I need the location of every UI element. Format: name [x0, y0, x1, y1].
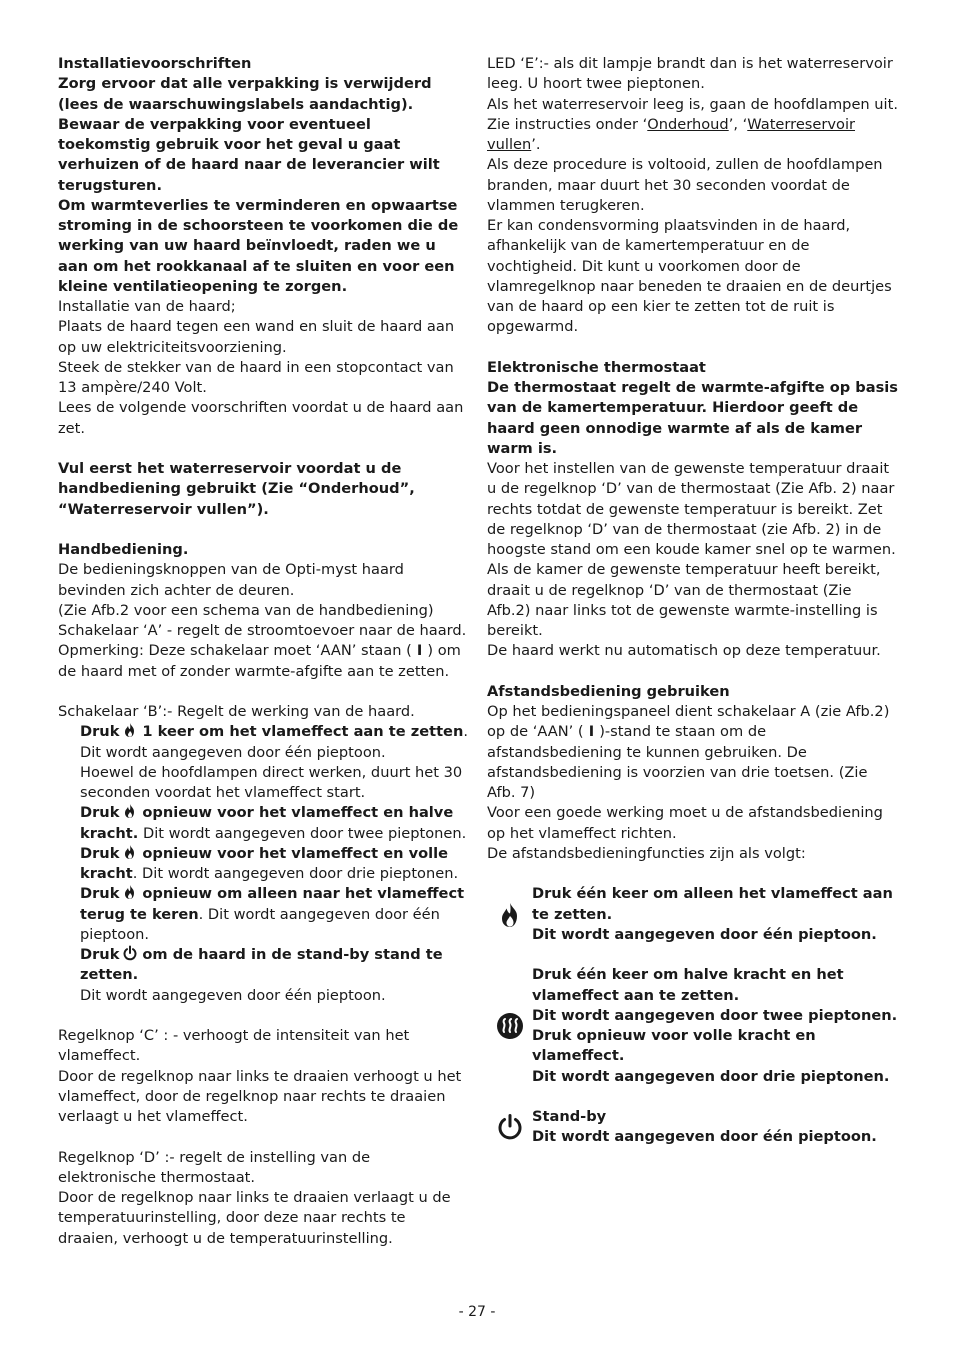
- install-p4: Lees de volgende voorschriften voordat u de haard aan zet.: [58, 399, 464, 437]
- page-number: - 27 -: [458, 1304, 496, 1320]
- flame-icon: [122, 803, 138, 819]
- flame-icon: [122, 722, 138, 738]
- thermo-title: Elektronische thermostaat: [487, 358, 706, 376]
- switch-b: Schakelaar ‘B’:- Regelt de werking van de haard.: [58, 703, 415, 720]
- power-icon: [122, 945, 138, 961]
- knob-d-p2: Door de regelknop naar links te draaien verlaagt u de temperatuurinstelling, door deze naar rechts te draaien, verhoogt u de temperatuurinstelling.: [58, 1189, 451, 1247]
- on-symbol: I: [411, 642, 428, 660]
- remote-flame-button: Druk één keer om alleen het vlameffect aan te zetten. Dit wordt aangegeven door één pieptoon.: [496, 884, 899, 945]
- link-waterreservoir: Waterreservoir vullen: [487, 115, 856, 153]
- install-p3: Steek de stekker van de haard in een stopcontact van 13 ampère/240 Volt.: [58, 358, 454, 396]
- link-onderhoud: Onderhoud: [647, 115, 729, 133]
- left-column: [58, 54, 468, 1249]
- remote-standby-button: Stand-by Dit wordt aangegeven door één pieptoon.: [496, 1107, 899, 1148]
- remote-p1: Op het bedieningspaneel dient schakelaar A (zie Afb.2) op de ‘AAN’ ( I )-stand te staan om de afstandsbediening te kunnen gebruiken. De afstandsbediening is voorzien van drie toetsen. (Zie Afb. 7): [487, 703, 890, 801]
- heat-icon: [496, 1012, 524, 1040]
- remote-p2: Voor een goede werking moet u de afstandsbediening op het vlameffect richten.: [487, 804, 883, 842]
- flame-icon: [122, 844, 138, 860]
- install-bold-3: Om warmteverlies te verminderen en opwaartse stroming in de schoorsteen te voorkomen die de werking van uw haard beïnvloedt, raden we u aan om het rookkanaal af te sluiten en voor een kleine ventilatieopening te zorgen.: [58, 196, 459, 295]
- led-p4: Er kan condensvorming plaatsvinden in de haard, afhankelijk van de kamertemperatuur en de vochtigheid. Dit kunt u voorkomen door de vlamregelknop naar beneden te draaien en de deurtjes van de haard op een kier te zetten tot de ruit is opgewarmd.: [487, 217, 892, 336]
- hand-p1: De bedieningsknoppen van de Opti-myst haard bevinden zich achter de deuren.: [58, 561, 404, 599]
- knob-c-p2: Door de regelknop naar links te draaien verhoogt u het vlameffect, door de regelknop naar rechts te draaien verlaagt u het vlameffect.: [58, 1067, 462, 1125]
- thermo-p1: Voor het instellen van de gewenste temperatuur draait u de regelknop ‘D’ van de thermostaat (Zie Afb. 2) naar rechts totdat de gewenste temperatuur is bereikt. Zet de regelknop ‘D’ van de thermostaat (zie Afb. 2) in de hoogste stand om een koude kamer snel op te warmen. Als de kamer de gewenste temperatuur heeft bereikt, draait u de regelknop ‘D’ van de thermostaat (Zie Afb.2) naar links tot de gewenste warmte-instelling is bereikt.: [487, 460, 896, 639]
- led-p2: Als het waterreservoir leeg is, gaan de hoofdlampen uit. Zie instructies onder ‘Onderhoud’, ‘Waterreservoir vullen’.: [487, 95, 898, 153]
- led-p1: LED ‘E’:- als dit lampje brandt dan is het waterreservoir leeg. U hoort twee pieptonen.: [487, 55, 893, 93]
- knob-d-p1: Regelknop ‘D’ :- regelt de instelling van de elektronische thermostaat.: [58, 1148, 371, 1186]
- remote-title: Afstandsbediening gebruiken: [487, 682, 730, 700]
- hand-p4: Opmerking: Deze schakelaar moet ‘AAN’ staan ( I ) om de haard met of zonder warmte-afgifte aan te zetten.: [58, 642, 461, 680]
- thermo-bold: De thermostaat regelt de warmte-afgifte op basis van de kamertemperatuur. Hierdoor geeft de haard geen onnodige warmte af als de kamer warm is.: [487, 379, 898, 457]
- install-p1: Installatie van de haard;: [58, 298, 236, 315]
- hand-p3: Schakelaar ‘A’ - regelt de stroomtoevoer naar de haard.: [58, 622, 467, 639]
- remote-heat-button: Druk één keer om halve kracht en het vlameffect aan te zetten. Dit wordt aangegeven door twee pieptonen. Druk opnieuw voor volle kracht en vlameffect. Dit wordt aangegeven door drie pieptonen.: [496, 965, 899, 1087]
- fill-first-note: Vul eerst het waterreservoir voordat u de handbediening gebruikt (Zie “Onderhoud”, “Waterreservoir vullen”).: [58, 460, 415, 518]
- install-title: Installatievoorschriften: [58, 55, 252, 72]
- hand-p2: (Zie Afb.2 voor een schema van de handbediening): [58, 601, 434, 619]
- install-bold-2: Bewaar de verpakking voor eventueel toekomstig gebruik voor het geval u gaat verhuizen of de haard naar de leverancier wilt terugsturen.: [58, 115, 440, 194]
- hand-title: Handbediening.: [58, 541, 189, 558]
- power-icon: [496, 1113, 524, 1141]
- right-column: [487, 54, 899, 1148]
- flame-icon: [496, 901, 524, 929]
- flame-icon: [122, 884, 138, 900]
- knob-c-p1: Regelknop ‘C’ : - verhoogt de intensiteit van het vlameffect.: [58, 1027, 410, 1065]
- switch-b-steps: Druk 1 keer om het vlameffect aan te zetten. Dit wordt aangegeven door één pieptoon. Hoewel de hoofdlampen direct werken, duurt het 30 seconden voordat het vlameffect start. Druk opnieuw voor het vlameffect en halve kracht. Dit wordt aangegeven door twee pieptonen. Druk opnieuw voor het vlameffect en volle kracht. Dit wordt aangegeven door drie pieptonen. Druk opnieuw om alleen naar het vlameffect terug te keren. Dit wordt aangegeven door één pieptoon. Druk om de haard in de stand-by stand te zetten. Dit wordt aangegeven door één pieptoon.: [80, 723, 468, 1004]
- install-bold-1: Zorg ervoor dat alle verpakking is verwijderd (lees de waarschuwingslabels aandachtig).: [58, 75, 432, 113]
- on-symbol: I: [583, 723, 600, 741]
- install-p2: Plaats de haard tegen een wand en sluit de haard aan op uw elektriciteitsvoorziening.: [58, 318, 455, 356]
- thermo-p2: De haard werkt nu automatisch op deze temperatuur.: [487, 642, 881, 660]
- led-p3: Als deze procedure is voltooid, zullen de hoofdlampen branden, maar duurt het 30 seconden voordat de vlammen terugkeren.: [487, 156, 883, 214]
- remote-p3: De afstandsbedieningfuncties zijn als volgt:: [487, 844, 806, 862]
